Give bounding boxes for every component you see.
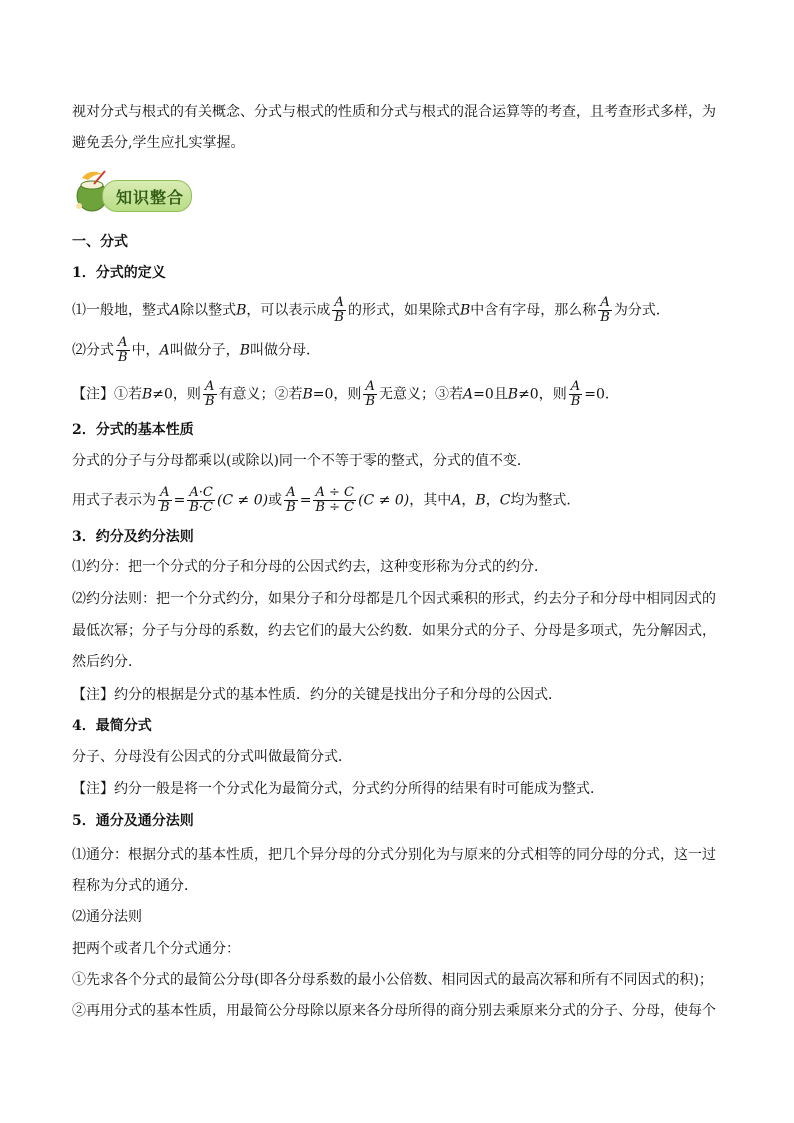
intro-line-1: 视对分式与根式的有关概念、分式与根式的性质和分式与根式的混合运算等的考查，且考查形式多样，为 [72, 104, 716, 120]
s3-paragraph-2-line-2: 最低次幂；分子与分母的系数，约去它们的最大公约数．如果分式的分子、分母是多项式，先分解因式， [72, 623, 716, 639]
s5-paragraph-1-line-1: ⑴通分：根据分式的基本性质，把几个异分母的分式分别化为与原来的分式相等的同分母的分式，这一过 [72, 847, 716, 863]
s1-note: 【注】①若B≠0，则 $\frac{A}{B}$ 有意义；②若B=0，则 $\frac{A}{B}$ 无意义；③若A=0且B≠0，则 $\frac{A}{B}$ =0． [72, 379, 619, 409]
fraction-a-over-b: $\frac{A}{B}$ [600, 295, 610, 325]
fraction-a-over-b: $\frac{A}{B}$ [365, 379, 375, 409]
intro-line-2: 避免丢分,学生应扎实掌握。 [72, 135, 245, 151]
s2-heading: 2．分式的基本性质 [72, 422, 194, 438]
badge-label: 知识整合 [116, 188, 185, 207]
s5-paragraph-2: ⑵通分法则 [72, 909, 142, 925]
s5-paragraph-4: ①先求各个分式的最简公分母(即各分母系数的最小公倍数、相同因式的最高次幂和所有不同因式的积)； [72, 972, 713, 988]
fraction-a-over-b: $\frac{A}{B}$ [286, 485, 296, 515]
section-badge [72, 168, 192, 214]
s3-heading: 3．约分及约分法则 [72, 529, 194, 545]
fraction-ac-over-bc: $\frac{A\cdot C}{B\cdot C}$ [189, 485, 213, 515]
s4-paragraph-1: 分子、分母没有公因式的分式叫做最简分式． [72, 749, 352, 765]
s5-paragraph-3: 把两个或者几个分式通分： [72, 941, 240, 957]
s4-heading: 4．最简分式 [72, 718, 152, 734]
s5-paragraph-5: ②再用分式的基本性质，用最简公分母除以原来各分母所得的商分别去乘原来分式的分子、分母，使每个 [72, 1003, 716, 1019]
s4-note: 【注】约分一般是将一个分式化为最简分式，分式约分所得的结果有时可能成为整式． [72, 781, 604, 797]
fraction-adivc-over-bdivc: $\frac{A \div C}{B \div C}$ [315, 485, 355, 515]
s5-paragraph-1-line-2: 程称为分式的通分． [72, 878, 198, 894]
fraction-a-over-b: $\frac{A}{B}$ [204, 379, 215, 409]
s3-paragraph-2-line-3: 然后约分． [72, 654, 142, 670]
s2-paragraph-1: 分式的分子与分母都乘以(或除以)同一个不等于零的整式，分式的值不变． [72, 453, 531, 469]
s3-note: 【注】约分的根据是分式的基本性质．约分的关键是找出分子和分母的公因式． [72, 687, 562, 703]
s3-paragraph-1: ⑴约分：把一个分式的分子和分母的公因式约去，这种变形称为分式的约分． [72, 559, 548, 575]
section-heading: 一、分式 [72, 234, 128, 250]
fraction-a-over-b: $\frac{A}{B}$ [118, 335, 128, 365]
s1-heading: 1．分式的定义 [72, 265, 166, 281]
s2-formula-line: 用式子表示为 $\frac{A}{B}$ = $\frac{A\cdot C}{B\cdot C}$ (C ≠ 0)或 $\frac{A}{B}$ = $\frac{A \div C}{B \div C}$ (C ≠ 0)，其中A，B，C均为整式． [72, 485, 581, 515]
fraction-a-over-b: $\frac{A}{B}$ [160, 485, 170, 515]
s1-paragraph-1: ⑴一般地，整式A除以整式B，可以表示成 $\frac{A}{B}$ 的形式，如果除式B中含有字母，那么称 $\frac{A}{B}$ 为分式． [72, 295, 670, 325]
s3-paragraph-2-line-1: ⑵约分法则：把一个分式约分，如果分子和分母都是几个因式乘积的形式，约去分子和分母中相同因式的 [72, 591, 716, 607]
fraction-a-over-b: $\frac{A}{B}$ [334, 295, 344, 325]
s1-paragraph-2: ⑵分式 $\frac{A}{B}$ 中，A叫做分子，B叫做分母． [72, 335, 320, 365]
fraction-a-over-b: $\frac{A}{B}$ [570, 379, 581, 409]
s5-heading: 5．通分及通分法则 [72, 813, 194, 829]
